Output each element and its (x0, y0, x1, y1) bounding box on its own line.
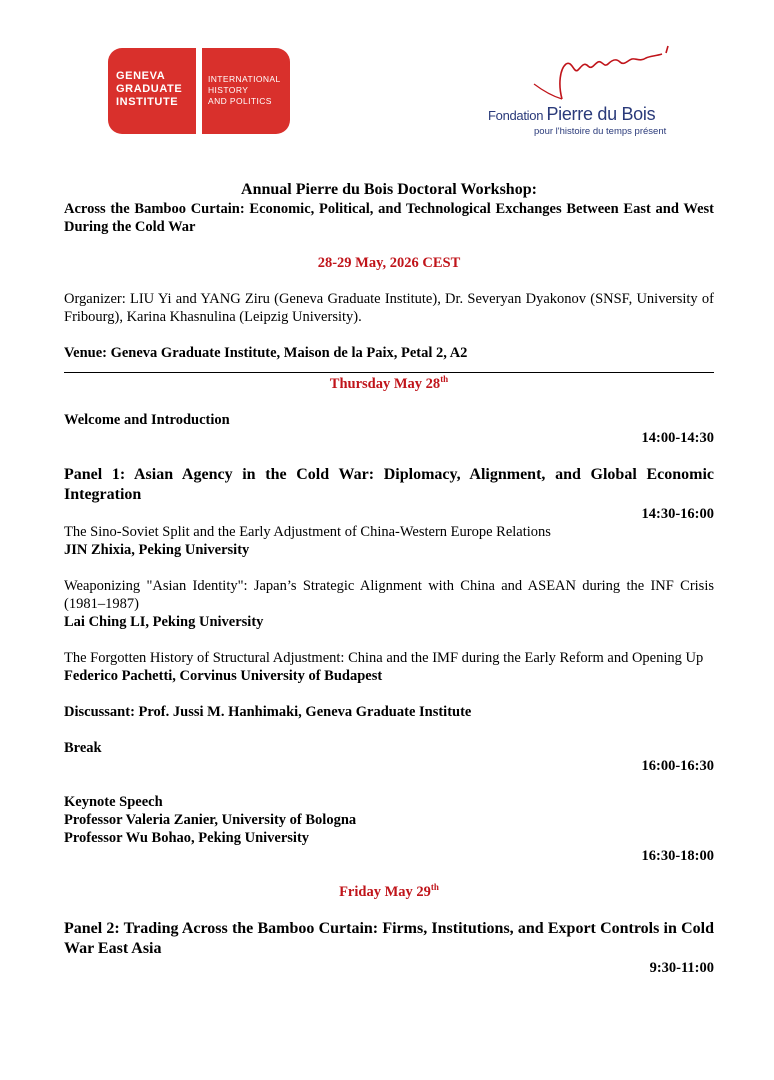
organizer-text: Organizer: LIU Yi and YANG Ziru (Geneva Graduate Institute), Dr. Severyan Dyakonov (SNSF, University of Fribourg), Karina Khasnulina (Leipzig University). (64, 291, 714, 325)
day2-heading: Friday May 29th (339, 882, 439, 900)
keynote-time: 16:30-18:00 (641, 848, 714, 864)
venue-text: Venue: Geneva Graduate Institute, Maison de la Paix, Petal 2, A2 (64, 345, 468, 361)
keynote-session: Keynote Speech (64, 794, 163, 810)
welcome-session: Welcome and Introduction (64, 412, 230, 428)
paper-title: Weaponizing "Asian Identity": Japan’s Strategic Alignment with China and ASEAN during the INF Crisis (1981–1987) (64, 578, 714, 612)
paper-author: JIN Zhixia, Peking University (64, 542, 250, 558)
keynote-speaker: Professor Wu Bohao, Peking University (64, 830, 310, 846)
break-time: 16:00-16:30 (641, 758, 714, 774)
paper-author: Federico Pachetti, Corvinus University of Budapest (64, 668, 383, 684)
ggi-logo-department: INTERNATIONAL HISTORY AND POLITICS (208, 74, 281, 106)
panel1-discussant: Discussant: Prof. Jussi M. Hanhimaki, Geneva Graduate Institute (64, 704, 472, 720)
paper-author: Lai Ching LI, Peking University (64, 614, 264, 630)
workshop-title: Annual Pierre du Bois Doctoral Workshop: (241, 181, 537, 198)
ggi-logo-name: GENEVA GRADUATE INSTITUTE (116, 70, 183, 108)
panel1-title: Panel 1: Asian Agency in the Cold War: Diplomacy, Alignment, and Global Economic Integration (64, 466, 714, 503)
document-body (64, 180, 714, 977)
welcome-time: 14:00-14:30 (641, 430, 714, 446)
fpdb-logo-name: Fondation Pierre du Bois (488, 104, 656, 124)
day1-heading: Thursday May 28th (329, 374, 449, 392)
keynote-speaker: Professor Valeria Zanier, University of Bologna (64, 812, 357, 828)
break-session: Break (64, 740, 102, 756)
fondation-pierre-du-bois-logo (486, 44, 676, 140)
geneva-graduate-institute-logo (108, 48, 290, 134)
panel1-time: 14:30-16:00 (641, 506, 714, 522)
panel2-time: 9:30-11:00 (649, 960, 714, 976)
fpdb-logo-tagline: pour l'histoire du temps présent (534, 126, 667, 137)
workshop-subtitle: Across the Bamboo Curtain: Economic, Political, and Technological Exchanges Between East and West During the Cold War (64, 201, 714, 235)
section-divider (64, 372, 714, 373)
paper-title: The Sino-Soviet Split and the Early Adjustment of China-Western Europe Relations (64, 524, 551, 540)
paper-title: The Forgotten History of Structural Adjustment: China and the IMF during the Early Reform and Opening Up (64, 650, 704, 666)
workshop-dates: 28-29 May, 2026 CEST (317, 255, 461, 271)
logos-header (0, 0, 774, 150)
panel2-title: Panel 2: Trading Across the Bamboo Curtain: Firms, Institutions, and Export Controls in Cold War East Asia (64, 920, 714, 957)
signature-icon (522, 44, 672, 104)
